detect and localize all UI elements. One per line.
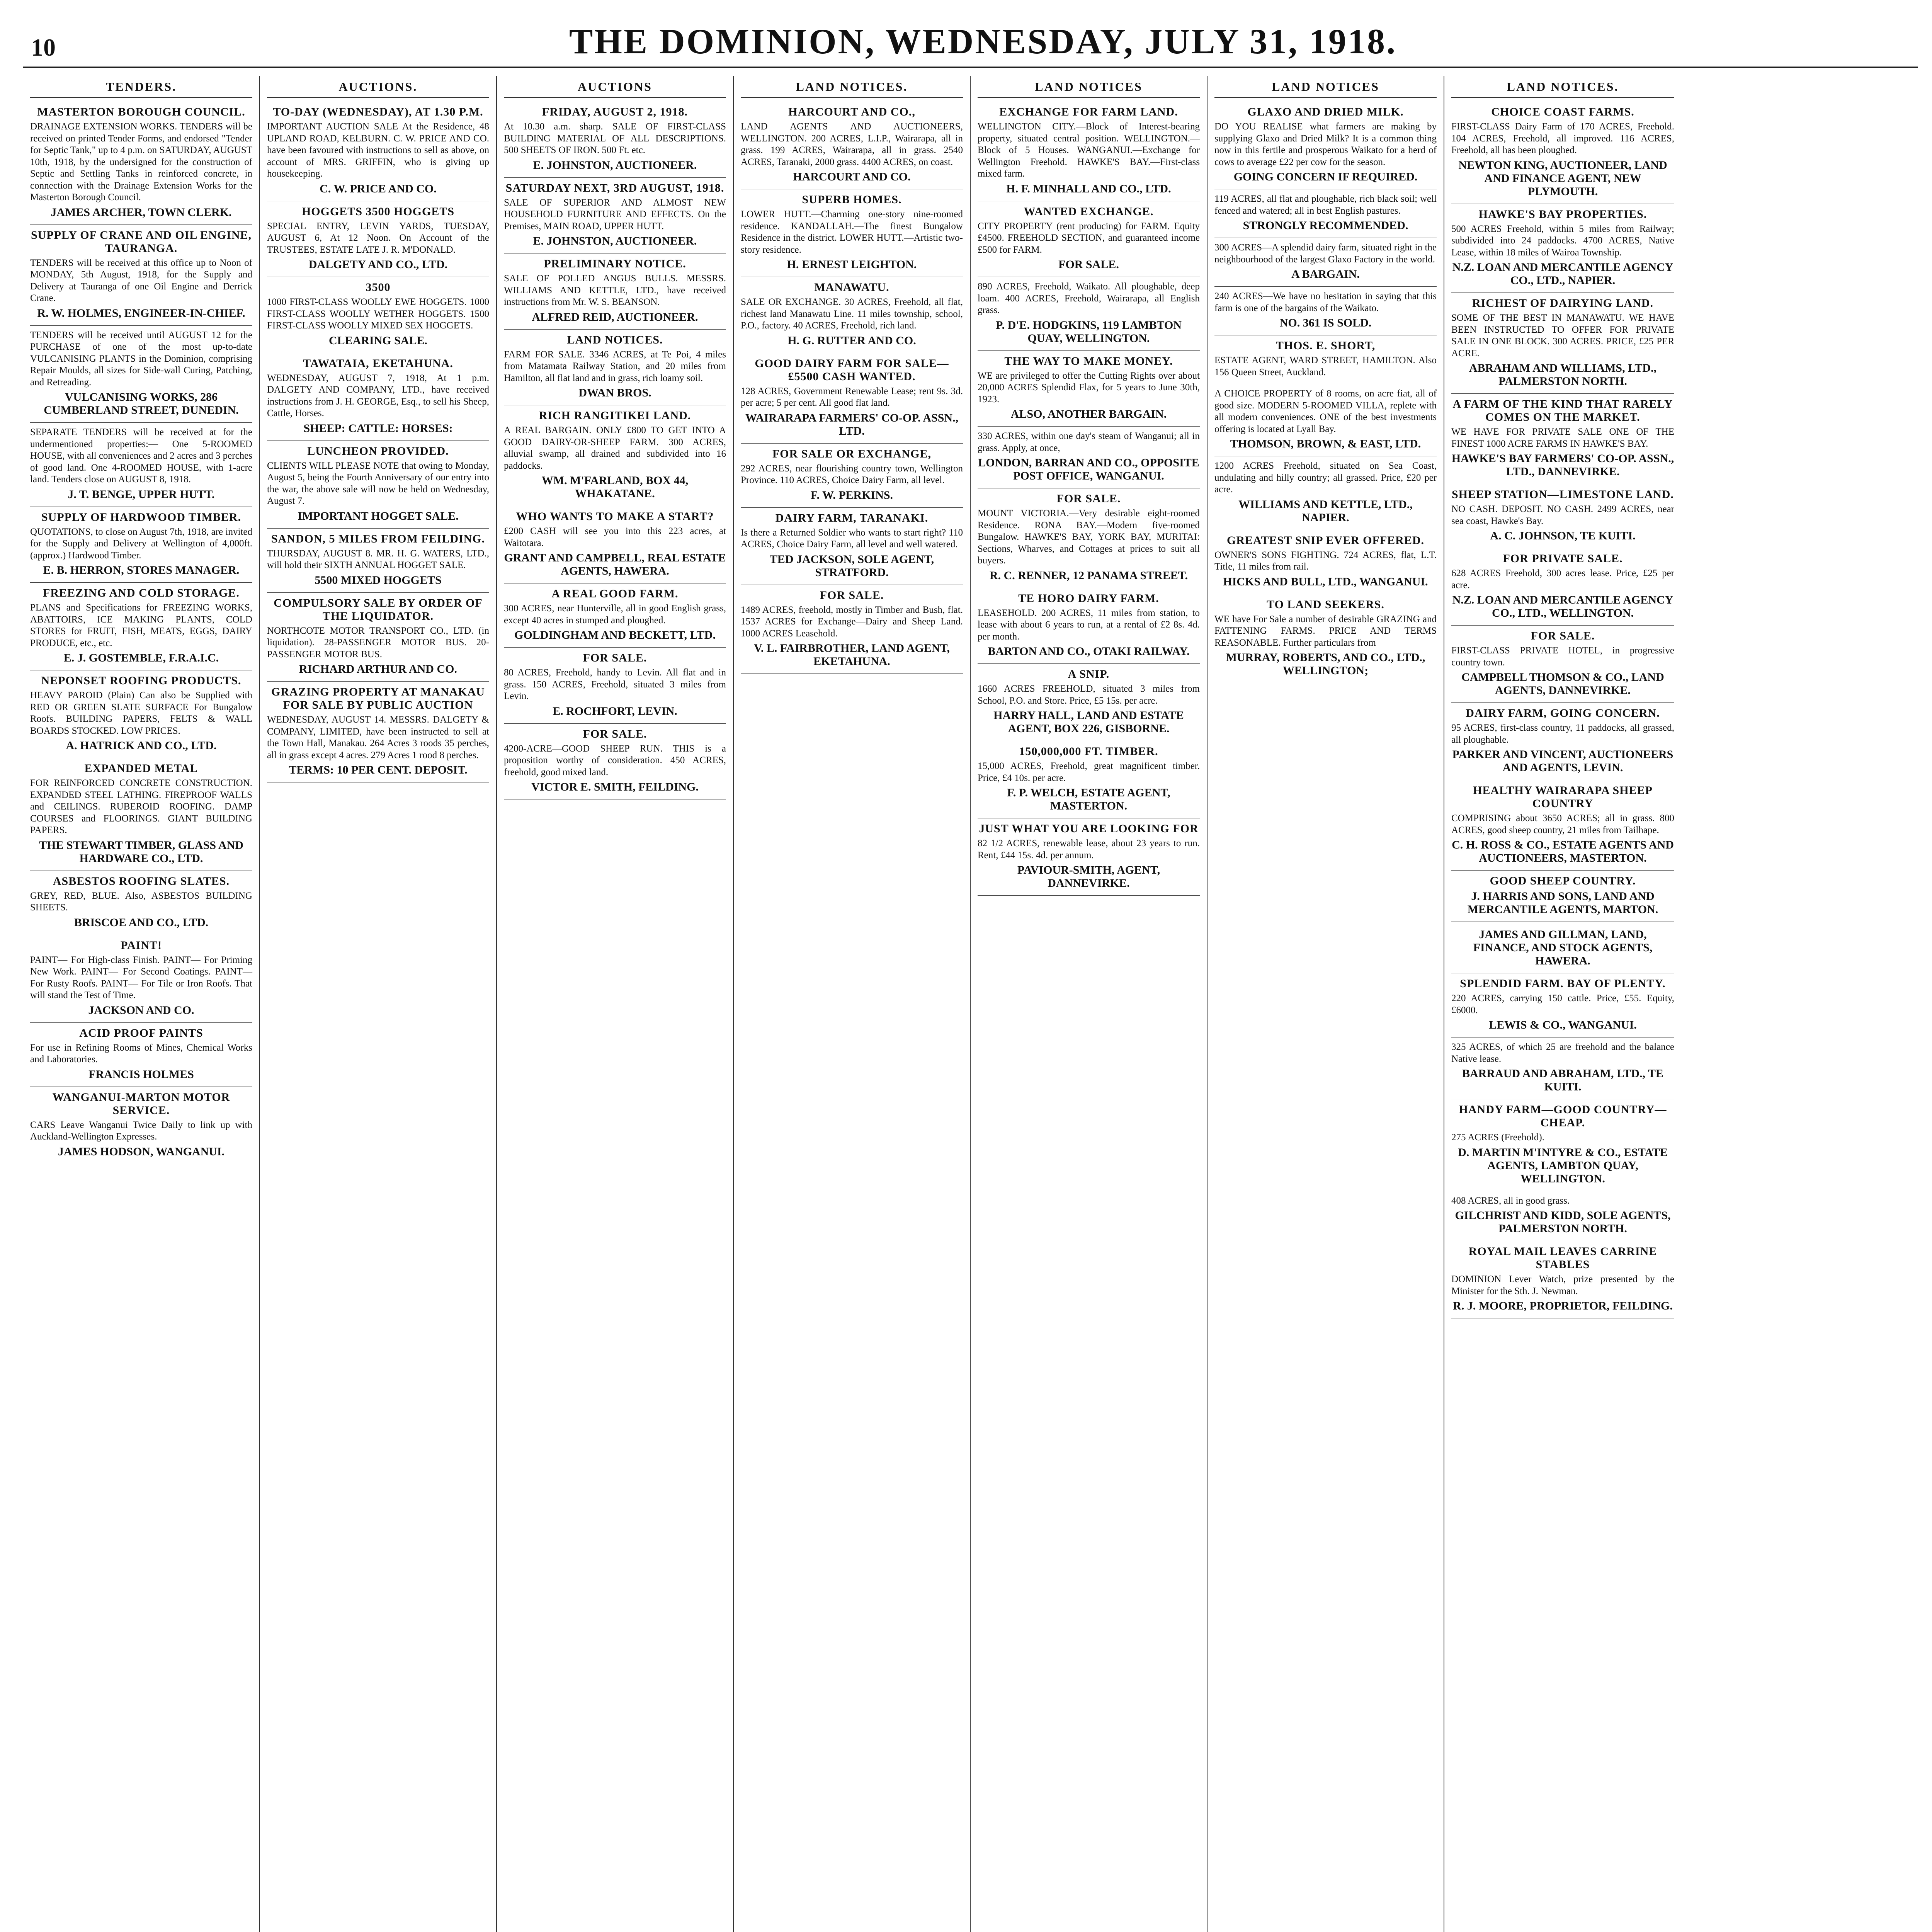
ad-heading: EXPANDED METAL	[84, 762, 198, 775]
ad-heading: WHO WANTS TO MAKE A START?	[516, 510, 714, 523]
classified-ad	[30, 423, 252, 507]
ad-heading: SATURDAY NEXT, 3RD AUGUST, 1918.	[505, 181, 724, 194]
ad-advertiser: J. T. BENGE, UPPER HUTT.	[68, 488, 215, 501]
ad-advertiser: BRISCOE AND CO., LTD.	[74, 916, 209, 929]
ad-body: SEPARATE TENDERS will be received at for the undermentioned properties:— One 5-ROOMED HOUSE, with all conveniences and 2 acres and 3 perches of good land. One 4-ROOMED HOUSE, with 1-acre land. Tenders close on AUGUST 8, 1918.	[30, 427, 252, 485]
ad-body: 275 ACRES (Freehold).	[1451, 1132, 1544, 1143]
ad-advertiser: GOING CONCERN IF REQUIRED.	[1233, 170, 1418, 183]
classified-ad	[30, 326, 252, 423]
ad-body: SALE OF SUPERIOR AND ALMOST NEW HOUSEHOLD FURNITURE AND EFFECTS. On the Premises, MAIN ROAD, UPPER HUTT.	[504, 197, 726, 231]
ad-heading: HANDY FARM—GOOD COUNTRY—CHEAP.	[1459, 1103, 1667, 1129]
ad-advertiser: P. D'E. HODGKINS, 119 LAMBTON QUAY, WELLINGTON.	[996, 318, 1182, 345]
column-header: LAND NOTICES.	[1451, 80, 1674, 98]
classified-ad	[978, 277, 1200, 351]
ad-heading: DAIRY FARM, GOING CONCERN.	[1466, 707, 1660, 719]
classified-ad	[1451, 626, 1674, 703]
ad-advertiser: PARKER AND VINCENT, AUCTIONEERS AND AGENTS, LEVIN.	[1452, 748, 1673, 774]
ad-heading: GREATEST SNIP EVER OFFERED.	[1227, 534, 1424, 547]
classified-ad	[978, 427, 1200, 488]
ad-advertiser: E. JOHNSTON, AUCTIONEER.	[533, 158, 697, 172]
column-header: AUCTIONS.	[267, 80, 489, 98]
ad-body: LEASEHOLD. 200 ACRES, 11 miles from station, to lease with about 6 years to run, at a rental of £2 8s. 4d. per month.	[978, 607, 1200, 642]
classified-ad	[504, 583, 726, 648]
classified-ad	[1451, 548, 1674, 626]
ad-advertiser: E. ROCHFORT, LEVIN.	[553, 704, 677, 718]
ad-advertiser: LONDON, BARRAN AND CO., OPPOSITE POST OFFICE, WANGANUI.	[978, 456, 1199, 482]
ad-advertiser: FOR SALE.	[1058, 258, 1119, 271]
ad-heading: SANDON, 5 MILES FROM FEILDING.	[271, 532, 485, 545]
classified-ad	[741, 189, 963, 277]
ad-advertiser: JAMES HODSON, WANGANUI.	[58, 1145, 225, 1158]
ad-advertiser: C. W. PRICE AND CO.	[320, 182, 437, 195]
ad-heading: CHOICE COAST FARMS.	[1491, 105, 1634, 118]
ad-body: 128 ACRES, Government Renewable Lease; rent 9s. 3d. per acre; 5 per cent. All good flat land.	[741, 386, 963, 408]
ad-advertiser: ABRAHAM AND WILLIAMS, LTD., PALMERSTON NORTH.	[1469, 362, 1657, 388]
ad-advertiser: BARRAUD AND ABRAHAM, LTD., TE KUITI.	[1462, 1067, 1663, 1093]
classified-ad	[267, 102, 489, 201]
ad-heading: TE HORO DAIRY FARM.	[1018, 592, 1159, 605]
ad-advertiser: NEWTON KING, AUCTIONEER, LAND AND FINANCE AGENT, NEW PLYMOUTH.	[1458, 158, 1667, 198]
ad-advertiser: A BARGAIN.	[1291, 268, 1360, 281]
classified-ad	[1451, 394, 1674, 484]
classified-ad	[30, 758, 252, 871]
ad-advertiser: GILCHRIST AND KIDD, SOLE AGENTS, PALMERSTON NORTH.	[1455, 1209, 1671, 1235]
ad-body: MOUNT VICTORIA.—Very desirable eight-roomed Residence. RONA BAY.—Modern five-roomed Bungalow. HAWKE'S BAY, YORK BAY, MURITAI: Sections, Wharves, and Cottages at prices to suit all buyers.	[978, 508, 1200, 566]
ad-advertiser: F. P. WELCH, ESTATE AGENT, MASTERTON.	[1007, 786, 1170, 812]
ad-body: PAINT— For High-class Finish. PAINT— For Priming New Work. PAINT— For Second Coatings. PAINT— For Rusty Roofs. PAINT— For Tile or Iron Roofs. That will stand the Test of Time.	[30, 954, 252, 1000]
classified-ad	[741, 508, 963, 585]
column-1	[23, 76, 260, 1932]
classified-ad	[978, 818, 1200, 896]
ad-heading: GOOD DAIRY FARM FOR SALE—£5500 CASH WANTED.	[755, 357, 949, 383]
ad-advertiser: F. W. PERKINS.	[810, 488, 893, 502]
classified-ad	[1214, 530, 1437, 594]
ad-advertiser: H. ERNEST LEIGHTON.	[787, 258, 917, 271]
ad-advertiser: HARRY HALL, LAND AND ESTATE AGENT, BOX 226, GISBORNE.	[993, 709, 1184, 735]
ad-advertiser: WM. M'FARLAND, BOX 44, WHAKATANE.	[541, 474, 689, 500]
ad-body: 95 ACRES, first-class country, 11 paddocks, all grassed, all ploughable.	[1451, 723, 1674, 745]
ad-body: OWNER'S SONS FIGHTING. 724 ACRES, flat, L.T. Title, 11 miles from rail.	[1214, 549, 1437, 572]
classified-ad	[504, 330, 726, 406]
ad-heading: 3500	[366, 281, 391, 294]
ad-advertiser: ALFRED REID, AUCTIONEER.	[532, 310, 698, 323]
ad-advertiser: N.Z. LOAN AND MERCANTILE AGENCY CO., LTD., WELLINGTON.	[1452, 594, 1673, 619]
ad-advertiser: NO. 361 IS SOLD.	[1279, 316, 1372, 329]
classified-ad	[978, 201, 1200, 277]
classified-ad	[30, 1023, 252, 1087]
column-header: LAND NOTICES	[1214, 80, 1437, 98]
ad-body: 220 ACRES, carrying 150 cattle. Price, £55. Equity, £6000.	[1451, 993, 1674, 1015]
classified-ad	[1451, 484, 1674, 548]
ad-heading: ROYAL MAIL LEAVES CARRINE STABLES	[1468, 1245, 1657, 1271]
classified-ad	[30, 670, 252, 758]
ad-advertiser: FRANCIS HOLMES	[88, 1068, 194, 1081]
classified-ad	[978, 588, 1200, 664]
column-header: LAND NOTICES.	[741, 80, 963, 98]
ad-heading: RICH RANGITIKEI LAND.	[539, 409, 691, 422]
classified-ad	[741, 277, 963, 353]
classified-ad	[1451, 1037, 1674, 1099]
ad-heading: PAINT!	[120, 939, 162, 952]
ad-body: 325 ACRES, of which 25 are freehold and the balance Native lease.	[1451, 1042, 1674, 1064]
ad-advertiser: JAMES AND GILLMAN, LAND, FINANCE, AND STOCK AGENTS, HAWERA.	[1473, 928, 1653, 967]
ad-heading: LAND NOTICES.	[567, 333, 663, 346]
ad-body: NO CASH. DEPOSIT. NO CASH. 2499 ACRES, near sea coast, Hawke's Bay.	[1451, 504, 1674, 526]
ad-body: COMPRISING about 3650 ACRES; all in grass. 800 ACRES, good sheep country, 21 miles from Tailhape.	[1451, 813, 1674, 835]
ad-heading: HOGGETS 3500 HOGGETS	[301, 205, 455, 218]
ad-heading: FOR SALE.	[1531, 629, 1595, 642]
ad-advertiser: THOMSON, BROWN, & EAST, LTD.	[1230, 437, 1421, 450]
classified-ad	[978, 488, 1200, 588]
classified-ad	[1451, 1099, 1674, 1191]
ad-advertiser: BARTON AND CO., OTAKI RAILWAY.	[988, 645, 1190, 658]
ad-body: TENDERS will be received until AUGUST 12 for the PURCHASE of one of the most up-to-date VULCANISING PLANTS in the Dominion, comprising Repair Moulds, all sizes for Side-wall Curing, Patching, and Retreading.	[30, 330, 252, 388]
ad-heading: PRELIMINARY NOTICE.	[544, 257, 686, 270]
ad-heading: DAIRY FARM, TARANAKI.	[775, 511, 929, 524]
classified-ad	[1214, 102, 1437, 189]
column-5	[971, 76, 1208, 1932]
ad-body: HEAVY PAROID (Plain) Can also be Supplied with RED OR GREEN SLATE SURFACE For Bungalow Roofs. BUILDING PAPERS, FELTS & WALL BOARDS STOCKED. LOW PRICES.	[30, 690, 252, 736]
ad-body: Is there a Returned Soldier who wants to start right? 110 ACRES, Choice Dairy Farm, all level and well watered.	[741, 527, 963, 549]
ad-body: 500 ACRES Freehold, within 5 miles from Railway; subdivided into 24 paddocks. 4700 ACRES, Native Lease, within 18 miles of Wairoa Township.	[1451, 223, 1674, 258]
ad-body: CLIENTS WILL PLEASE NOTE that owing to Monday, August 5, being the Fourth Anniversary of our entry into the war, the above sale will now be held on Wednesday, August 7.	[267, 460, 489, 506]
ad-heading: ASBESTOS ROOFING SLATES.	[53, 874, 230, 888]
ad-body: 300 ACRES, near Hunterville, all in good English grass, except 40 acres in stumped and ploughed.	[504, 603, 726, 626]
classified-ad	[978, 741, 1200, 818]
ad-heading: TO LAND SEEKERS.	[1267, 598, 1384, 611]
ad-body: GREY, RED, BLUE. Also, ASBESTOS BUILDING SHEETS.	[30, 890, 252, 913]
classified-ad	[30, 507, 252, 583]
classified-ad	[30, 102, 252, 225]
ad-body: £200 CASH will see you into this 223 acres, at Waitotara.	[504, 526, 726, 548]
classified-ad	[1214, 189, 1437, 238]
ad-heading: SUPERB HOMES.	[802, 193, 902, 206]
classified-ad	[504, 405, 726, 506]
ad-body: CARS Leave Wanganui Twice Daily to link up with Auckland-Wellington Expresses.	[30, 1119, 252, 1142]
ad-body: 628 ACRES Freehold, 300 acres lease. Price, £25 per acre.	[1451, 568, 1674, 590]
ad-body: WE HAVE FOR PRIVATE SALE ONE OF THE FINEST 1000 ACRE FARMS IN HAWKE'S BAY.	[1451, 427, 1674, 449]
ad-advertiser: DALGETY AND CO., LTD.	[308, 258, 448, 271]
ad-advertiser: TED JACKSON, SOLE AGENT, STRATFORD.	[769, 553, 934, 579]
columns	[23, 76, 1918, 1932]
ad-heading: RICHEST OF DAIRYING LAND.	[1472, 297, 1653, 310]
ad-advertiser: VULCANISING WORKS, 286 CUMBERLAND STREET, DUNEDIN.	[44, 391, 239, 417]
ad-advertiser: CLEARING SALE.	[328, 334, 428, 347]
classified-ad	[1214, 594, 1437, 684]
classified-ad	[741, 353, 963, 444]
classified-ad	[30, 871, 252, 935]
ad-advertiser: 5500 MIXED HOGGETS	[315, 573, 442, 587]
ad-body: 15,000 ACRES, Freehold, great magnificent timber. Price, £4 10s. per acre.	[978, 761, 1200, 783]
ad-heading: JUST WHAT YOU ARE LOOKING FOR	[979, 822, 1199, 835]
classified-ad	[1451, 204, 1674, 293]
ad-advertiser: H. F. MINHALL AND CO., LTD.	[1006, 182, 1171, 195]
ad-body: 119 ACRES, all flat and ploughable, rich black soil; well fenced and watered; all in best English pastures.	[1214, 194, 1437, 216]
ad-body: NORTHCOTE MOTOR TRANSPORT CO., LTD. (in liquidation). 28-PASSENGER MOTOR BUS. 20-PASSENGER MOTOR BUS.	[267, 625, 489, 660]
ad-advertiser: A. C. JOHNSON, TE KUITI.	[1490, 529, 1636, 542]
ad-body: 292 ACRES, near flourishing country town, Wellington Province. 110 ACRES, Choice Dairy Farm, all level.	[741, 463, 963, 485]
ad-heading: LUNCHEON PROVIDED.	[307, 444, 449, 457]
classified-ad	[1451, 973, 1674, 1037]
ad-advertiser: N.Z. LOAN AND MERCANTILE AGENCY CO., LTD., NAPIER.	[1452, 261, 1673, 287]
ad-advertiser: TERMS: 10 PER CENT. DEPOSIT.	[289, 764, 468, 776]
ad-advertiser: CAMPBELL THOMSON & CO., LAND AGENTS, DANNEVIRKE.	[1461, 671, 1664, 697]
ad-advertiser: E. J. GOSTEMBLE, F.R.A.I.C.	[63, 651, 219, 664]
ad-heading: COMPULSORY SALE BY ORDER OF THE LIQUIDATOR.	[274, 596, 483, 622]
ad-heading: ACID PROOF PAINTS	[79, 1026, 203, 1039]
ad-heading: FOR PRIVATE SALE.	[1503, 552, 1623, 565]
classified-ad	[267, 353, 489, 441]
classified-ad	[1451, 922, 1674, 973]
ad-heading: GRAZING PROPERTY AT MANAKAU FOR SALE BY PUBLIC AUCTION	[271, 685, 485, 711]
ad-body: WEDNESDAY, AUGUST 14. MESSRS. DALGETY & COMPANY, LIMITED, have been instructed to sell at the Town Hall, Manakau. 264 Acres 3 roods 35 perches, all in grass except 4 acres. 279 Acres 1 rood 8 perches.	[267, 714, 489, 760]
ad-advertiser: C. H. ROSS & CO., ESTATE AGENTS AND AUCTIONEERS, MASTERTON.	[1452, 838, 1674, 864]
ad-body: 1660 ACRES FREEHOLD, situated 3 miles from School, P.O. and Store. Price, £5 15s. per acre.	[978, 684, 1200, 706]
classified-ad	[30, 225, 252, 326]
ad-heading: MANAWATU.	[814, 281, 889, 294]
ad-heading: HEALTHY WAIRARAPA SHEEP COUNTRY	[1473, 784, 1653, 810]
classified-ad	[504, 648, 726, 724]
classified-ad	[1451, 1241, 1674, 1318]
column-7	[1444, 76, 1681, 1932]
classified-ad	[504, 506, 726, 583]
classified-ad	[30, 583, 252, 670]
ad-body: WE have For Sale a number of desirable GRAZING and FATTENING FARMS. PRICE AND TERMS REASONABLE. Further particulars from	[1214, 614, 1437, 648]
classified-ad	[30, 1087, 252, 1164]
ad-body: CITY PROPERTY (rent producing) for FARM. Equity £4500. FREEHOLD SECTION, and guaranteed income £500 for FARM.	[978, 221, 1200, 255]
column-6	[1208, 76, 1444, 1932]
ad-advertiser: HARCOURT AND CO.	[793, 170, 911, 183]
ad-heading: HARCOURT AND CO.,	[788, 105, 915, 118]
column-4	[734, 76, 971, 1932]
ad-body: DO YOU REALISE what farmers are making by supplying Glaxo and Dried Milk? It is a common thing now in this fertile and prosperous Waikato for a herd of cows to average £22 per cow for the season.	[1214, 121, 1437, 167]
ad-advertiser: STRONGLY RECOMMENDED.	[1243, 219, 1408, 232]
ad-advertiser: THE STEWART TIMBER, GLASS AND HARDWARE CO., LTD.	[39, 838, 243, 865]
classified-ad	[978, 102, 1200, 201]
ad-body: 1489 ACRES, freehold, mostly in Timber and Bush, flat. 1537 ACRES for Exchange—Dairy and Sheep Land. 1000 ACRES Leasehold.	[741, 604, 963, 639]
ad-body: 1000 FIRST-CLASS WOOLLY EWE HOGGETS. 1000 FIRST-CLASS WOOLLY WETHER HOGGETS. 1500 FIRST-CLASS WOOLLY MIXED SEX HOGGETS.	[267, 297, 489, 331]
ad-heading: GOOD SHEEP COUNTRY.	[1490, 874, 1636, 887]
classified-ad	[504, 724, 726, 800]
ad-body: 330 ACRES, within one day's steam of Wanganui; all in grass. Apply, at once,	[978, 431, 1200, 453]
column-header: AUCTIONS	[504, 80, 726, 98]
ad-heading: 150,000,000 FT. TIMBER.	[1019, 745, 1158, 758]
masthead	[23, 15, 1918, 68]
ad-body: SPECIAL ENTRY, LEVIN YARDS, TUESDAY, AUGUST 6, At 12 Noon. On Account of the TRUSTEES, ESTATE LATE J. R. M'DONALD.	[267, 221, 489, 255]
ad-advertiser: E. B. HERRON, STORES MANAGER.	[43, 564, 240, 577]
classified-ad	[1214, 384, 1437, 456]
classified-ad	[504, 102, 726, 178]
ad-heading: WANGANUI-MARTON MOTOR SERVICE.	[52, 1090, 230, 1117]
ad-heading: GLAXO AND DRIED MILK.	[1247, 105, 1404, 118]
newspaper-title: THE DOMINION, WEDNESDAY, JULY 31, 1918.	[569, 22, 1397, 61]
ad-body: ESTATE AGENT, WARD STREET, HAMILTON. Also 156 Queen Street, Auckland.	[1214, 355, 1437, 378]
ad-heading: MASTERTON BOROUGH COUNCIL.	[37, 105, 245, 118]
classified-ad	[1451, 780, 1674, 871]
ad-body: 408 ACRES, all in good grass.	[1451, 1195, 1570, 1206]
ad-body: 4200-ACRE—GOOD SHEEP RUN. THIS is a proposition worthy of consideration. 450 ACRES, freehold, good mixed land.	[504, 743, 726, 777]
ad-advertiser: GOLDINGHAM AND BECKETT, LTD.	[514, 629, 716, 641]
ad-advertiser: GRANT AND CAMPBELL, REAL ESTATE AGENTS, HAWERA.	[504, 551, 726, 577]
classified-ad	[1451, 1191, 1674, 1242]
classified-ad	[504, 253, 726, 330]
ad-advertiser: E. JOHNSTON, AUCTIONEER.	[533, 235, 697, 247]
classified-ad	[1451, 703, 1674, 780]
ad-heading: THOS. E. SHORT,	[1276, 339, 1376, 352]
ad-advertiser: LEWIS & CO., WANGANUI.	[1489, 1019, 1637, 1031]
ad-advertiser: R. J. MOORE, PROPRIETOR, FEILDING.	[1453, 1299, 1673, 1312]
ad-advertiser: ALSO, ANOTHER BARGAIN.	[1010, 408, 1167, 420]
ad-heading: FRIDAY, AUGUST 2, 1918.	[542, 105, 688, 118]
ad-advertiser: WILLIAMS AND KETTLE, LTD., NAPIER.	[1238, 498, 1413, 524]
classified-ad	[1214, 287, 1437, 335]
ad-heading: SPLENDID FARM. BAY OF PLENTY.	[1460, 977, 1666, 990]
ad-body: FIRST-CLASS Dairy Farm of 170 ACRES, Freehold. 104 ACRES, Freehold, all improved. 116 ACRES, Freehold, all has been ploughed.	[1451, 121, 1674, 155]
ad-advertiser: JAMES ARCHER, TOWN CLERK.	[51, 206, 232, 219]
classified-ad	[267, 441, 489, 529]
ad-advertiser: PAVIOUR-SMITH, AGENT, DANNEVIRKE.	[1017, 864, 1160, 889]
classified-ad	[978, 351, 1200, 427]
ad-heading: TAWATAIA, EKETAHUNA.	[303, 357, 453, 370]
ad-body: LOWER HUTT.—Charming one-story nine-roomed residence. KANDALLAH.—The finest Bungalow Residence in the district. LOWER HUTT.—Artistic two-story residence.	[741, 209, 963, 255]
ad-body: For use in Refining Rooms of Mines, Chemical Works and Laboratories.	[30, 1042, 252, 1065]
ad-body: SOME OF THE BEST IN MANAWATU. WE HAVE BEEN INSTRUCTED TO OFFER FOR PRIVATE SALE IN ONE BLOCK. 300 ACRES. PRICE, £25 PER ACRE.	[1451, 313, 1674, 359]
page-number: 10	[31, 34, 56, 61]
ad-body: DOMINION Lever Watch, prize presented by the Minister for the Sth. J. Newman.	[1451, 1274, 1674, 1296]
ad-heading: FOR SALE OR EXCHANGE,	[772, 447, 932, 460]
classified-ad	[267, 277, 489, 353]
ad-body: 300 ACRES—A splendid dairy farm, situated right in the neighbourhood of the largest Glaxo Factory in the world.	[1214, 242, 1437, 265]
column-header: LAND NOTICES	[978, 80, 1200, 98]
ad-advertiser: JACKSON AND CO.	[88, 1003, 194, 1017]
ad-body: A REAL BARGAIN. ONLY £800 TO GET INTO A GOOD DAIRY-OR-SHEEP FARM. 300 ACRES, alluvial swamp, all drained and subdivided into 16 paddocks.	[504, 425, 726, 471]
ad-advertiser: V. L. FAIRBROTHER, LAND AGENT, EKETAHUNA.	[754, 642, 950, 668]
ad-body: QUOTATIONS, to close on August 7th, 1918, are invited for the Supply and Delivery at Wellington of 4,000ft. (approx.) Hardwood Timber.	[30, 526, 252, 561]
ad-body: A CHOICE PROPERTY of 8 rooms, on acre fiat, all of good size. MODERN 5-ROOMED VILLA, replete with all modern conveniences. ONE of the best investments offering is located at Lyall Bay.	[1214, 388, 1437, 434]
classified-ad	[267, 201, 489, 277]
ad-body: FOR REINFORCED CONCRETE CONSTRUCTION. EXPANDED STEEL LATHING. FIREPROOF WALLS and CEILINGS. RUBEROID ROOFING. DAMP COURSES and FLOORINGS. GIANT BUILDING PAPERS.	[30, 778, 252, 835]
ad-body: SALE OF POLLED ANGUS BULLS. MESSRS. WILLIAMS AND KETTLE, LTD., have received instructions from Mr. W. S. BEANSON.	[504, 273, 726, 307]
ad-heading: A SNIP.	[1068, 668, 1110, 680]
classified-ad	[504, 178, 726, 254]
ad-body: TENDERS will be received at this office up to Noon of MONDAY, 5th August, 1918, for the Supply and Delivery at Tauranga of one Oil Engine and Derrick Crane.	[30, 257, 252, 303]
classified-ad	[741, 102, 963, 189]
ad-body: 82 1/2 ACRES, renewable lease, about 23 years to run. Rent, £44 15s. 4d. per annum.	[978, 838, 1200, 861]
ad-heading: THE WAY TO MAKE MONEY.	[1004, 354, 1173, 367]
ad-heading: A REAL GOOD FARM.	[551, 587, 679, 600]
ad-body: WE are privileged to offer the Cutting Rights over about 20,000 ACRES Splendid Flax, for 5 years to June 30th, 1923.	[978, 370, 1200, 405]
classified-ad	[267, 682, 489, 782]
ad-advertiser: HICKS AND BULL, LTD., WANGANUI.	[1223, 575, 1428, 588]
ad-advertiser: SHEEP: CATTLE: HORSES:	[303, 422, 453, 435]
column-header: TENDERS.	[30, 80, 252, 98]
column-3	[497, 76, 734, 1932]
ad-heading: EXCHANGE FOR FARM LAND.	[999, 105, 1178, 118]
ad-heading: SUPPLY OF HARDWOOD TIMBER.	[41, 510, 242, 524]
ad-advertiser: J. HARRIS AND SONS, LAND AND MERCANTILE AGENTS, MARTON.	[1467, 890, 1658, 916]
classified-ad	[741, 585, 963, 674]
ad-advertiser: IMPORTANT HOGGET SALE.	[298, 509, 459, 522]
ad-body: WELLINGTON CITY.—Block of Interest-bearing property, situated central position. WELLINGTON.—Block of 5 Houses. WANGANUI.—Exchange for Wellington Freehold. HAWKE'S BAY.—First-class mixed farm.	[978, 121, 1200, 179]
ad-advertiser: A. HATRICK AND CO., LTD.	[66, 739, 217, 752]
ad-heading: FOR SALE.	[583, 727, 647, 740]
ad-body: At 10.30 a.m. sharp. SALE OF FIRST-CLASS BUILDING MATERIAL OF ALL DESCRIPTIONS. 500 SHEETS OF IRON. 500 Ft. etc.	[504, 121, 726, 155]
classified-ad	[1451, 102, 1674, 204]
classified-ad	[978, 664, 1200, 741]
ad-body: 890 ACRES, Freehold, Waikato. All ploughable, deep loam. 400 ACRES, Freehold, Wairarapa, all English grass.	[978, 281, 1200, 315]
classified-ad	[267, 593, 489, 682]
ad-body: 240 ACRES—We have no hesitation in saying that this farm is one of the bargains of the Waikato.	[1214, 291, 1437, 313]
classified-ad	[1451, 871, 1674, 922]
ad-advertiser: WAIRARAPA FARMERS' CO-OP. ASSN., LTD.	[745, 411, 959, 437]
ad-body: LAND AGENTS AND AUCTIONEERS, WELLINGTON. 200 ACRES, L.I.P., Wairarapa, all in grass. 199 ACRES, Wairarapa, all in grass. 2540 ACRES, Taranaki, 2000 grass. 4400 ACRES, on coast.	[741, 121, 963, 167]
classified-ad	[267, 529, 489, 593]
ad-advertiser: HAWKE'S BAY FARMERS' CO-OP. ASSN., LTD., DANNEVIRKE.	[1451, 452, 1674, 478]
classified-ad	[1214, 456, 1437, 530]
ad-advertiser: R. C. RENNER, 12 PANAMA STREET.	[989, 569, 1188, 582]
ad-advertiser: D. MARTIN M'INTYRE & CO., ESTATE AGENTS, LAMBTON QUAY, WELLINGTON.	[1458, 1146, 1668, 1185]
classified-ad	[1214, 335, 1437, 384]
ad-body: SALE OR EXCHANGE. 30 ACRES, Freehold, all flat, richest land Manawatu Line. 11 miles township, school, P.O., factory. 40 ACRES, Freehold, rich land.	[741, 297, 963, 331]
ad-heading: FOR SALE.	[820, 588, 884, 602]
ad-body: PLANS and Specifications for FREEZING WORKS, ABATTOIRS, ICE MAKING PLANTS, COLD STORES for FRUIT, FISH, MEATS, EGGS, DAIRY PRODUCE, etc., etc.	[30, 602, 252, 648]
ad-body: FARM FOR SALE. 3346 ACRES, at Te Poi, 4 miles from Matamata Railway Station, and 20 miles from Hamilton, all flat land and in grass, rich loamy soil.	[504, 349, 726, 383]
classified-ad	[30, 935, 252, 1023]
ad-heading: A FARM OF THE KIND THAT RARELY COMES ON THE MARKET.	[1452, 398, 1673, 423]
ad-heading: SHEEP STATION—LIMESTONE LAND.	[1452, 488, 1674, 501]
ad-heading: FOR SALE.	[1056, 492, 1121, 505]
ad-advertiser: RICHARD ARTHUR AND CO.	[299, 663, 457, 675]
ad-heading: FOR SALE.	[583, 651, 647, 664]
column-2	[260, 76, 497, 1932]
ad-body: DRAINAGE EXTENSION WORKS. TENDERS will be received on printed Tender Forms, and endorsed "Tender for Septic Tank," up to 4 p.m. on SATURDAY, AUGUST 10th, 1918, by the undersigned for the construction of Septic and Settling Tanks in reinforced concrete, in connection with the Drainage Extension Works for the Masterton Borough Council.	[30, 121, 252, 202]
ad-body: 80 ACRES, Freehold, handy to Levin. All flat and in grass. 150 ACRES, Freehold, situated 3 miles from Levin.	[504, 667, 726, 701]
ad-body: IMPORTANT AUCTION SALE At the Residence, 48 UPLAND ROAD, KELBURN. C. W. PRICE AND CO. have been favoured with instructions to sell as above, on account of MRS. GRIFFIN, who is giving up housekeeping.	[267, 121, 489, 179]
ad-advertiser: MURRAY, ROBERTS, AND CO., LTD., WELLINGTON;	[1226, 651, 1425, 677]
classified-ad	[1214, 238, 1437, 287]
ad-heading: TO-DAY (WEDNESDAY), AT 1.30 P.M.	[273, 105, 483, 118]
ad-advertiser: VICTOR E. SMITH, FEILDING.	[531, 781, 699, 793]
ad-advertiser: H. G. RUTTER AND CO.	[787, 334, 916, 347]
ad-heading: NEPONSET ROOFING PRODUCTS.	[41, 674, 242, 687]
ad-body: THURSDAY, AUGUST 8. MR. H. G. WATERS, LTD., will hold their SIXTH ANNUAL HOGGET SALE.	[267, 548, 489, 570]
ad-advertiser: DWAN BROS.	[578, 386, 651, 399]
ad-body: WEDNESDAY, AUGUST 7, 1918, At 1 p.m. DALGETY AND COMPANY, LTD., have received instructions from J. H. GEORGE, Esq., to sell his Sheep, Cattle, Horses.	[267, 372, 489, 418]
ad-body: FIRST-CLASS PRIVATE HOTEL, in progressive country town.	[1451, 645, 1674, 668]
ad-advertiser: R. W. HOLMES, ENGINEER-IN-CHIEF.	[37, 306, 245, 320]
ad-heading: WANTED EXCHANGE.	[1024, 205, 1154, 218]
ad-heading: FREEZING AND COLD STORAGE.	[43, 587, 240, 599]
ad-heading: SUPPLY OF CRANE AND OIL ENGINE, TAURANGA.	[31, 228, 252, 255]
classified-ad	[741, 444, 963, 508]
classified-ad	[1451, 293, 1674, 394]
ad-body: 1200 ACRES Freehold, situated on Sea Coast, undulating and hilly country; all grassed. Price, £20 per acre.	[1214, 461, 1437, 495]
ad-heading: HAWKE'S BAY PROPERTIES.	[1478, 207, 1647, 221]
